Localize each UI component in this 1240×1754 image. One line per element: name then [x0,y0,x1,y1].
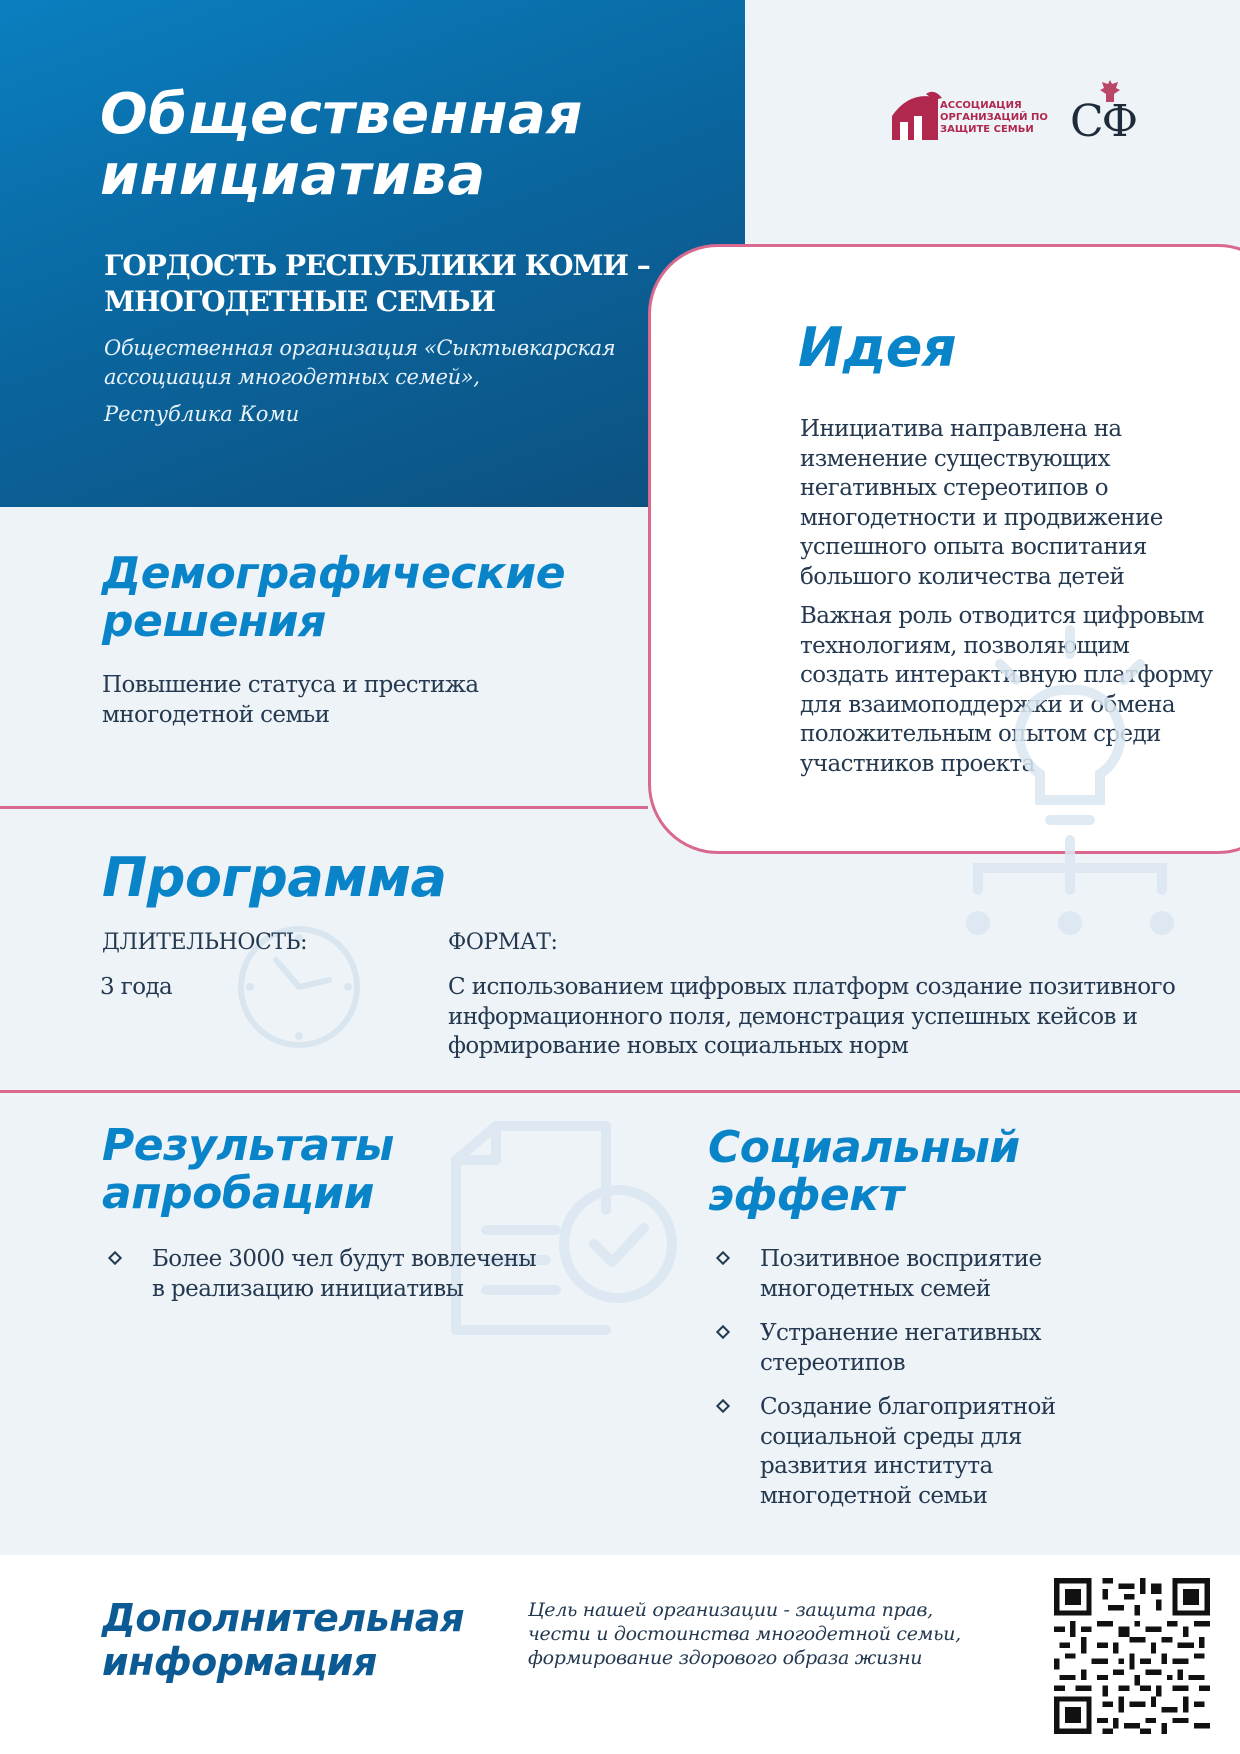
demographic-text: Повышение статуса и престижа многодетной семьи [102,672,479,728]
list-item [710,1319,1130,1378]
duration-label: ДЛИТЕЛЬНОСТЬ: [102,930,308,955]
region-name: Республика Коми [104,402,300,426]
idea-paragraph-2: Важная роль отводится цифровым технологиям, позволяющим создать интерактивную платформу для взаимоподдержки и обмена положительным опытом среди участников проекта [800,603,1213,777]
lightbulb-icon [960,620,1180,940]
section-divider [0,806,648,809]
social-effect-title: Социальный эффект [708,1122,1020,1221]
list-item [710,1245,1130,1304]
association-logo-text: АССОЦИАЦИЯ ОРГАНИЗАЦИЙ ПО ЗАЩИТЕ СЕМЬИ [940,100,1048,135]
qr-code-icon[interactable] [1054,1578,1210,1734]
list-item [710,1393,1130,1511]
results-title: Результаты апробации [102,1120,394,1219]
organization-name: Общественная организация «Сыктывкарская ассоциация многодетных семей», [104,336,616,389]
project-title: ГОРДОСТЬ РЕСПУБЛИКИ КОМИ – МНОГОДЕТНЫЕ СЕМЬИ [104,249,650,318]
results-list [102,1245,542,1316]
bullet-diamond-icon [716,1399,730,1413]
idea-title: Идея [798,316,957,379]
program-title: Программа [102,846,447,909]
list-item-text: Более 3000 чел будут вовлечены в реализацию инициативы [152,1246,537,1302]
list-item-text: Создание благоприятной социальной среды для развития института многодетной семьи [760,1394,1056,1509]
format-label: ФОРМАТ: [448,930,558,955]
bullet-diamond-icon [716,1251,730,1265]
footer-text: Цель нашей организации - защита прав, чести и достоинства многодетной семьи, формирование здорового образа жизни [528,1599,961,1669]
list-item-text: Позитивное восприятие многодетных семей [760,1246,1042,1302]
bullet-diamond-icon [716,1325,730,1339]
social-effect-list [710,1245,1130,1523]
demographic-title: Демографические решения [102,548,566,647]
idea-paragraph-1: Инициатива направлена на изменение существующих негативных стереотипов о многодетности и продвижение успешного опыта воспитания большого количества детей [800,416,1163,590]
list-item [102,1245,542,1304]
format-value: С использованием цифровых платформ создание позитивного информационного поля, демонстрация успешных кейсов и формирование новых социальных норм [448,974,1176,1059]
sf-logo: СФ [1070,96,1137,147]
footer-title: Дополнительная информация [102,1596,464,1684]
bullet-diamond-icon [108,1251,122,1265]
list-item-text: Устранение негативных стереотипов [760,1320,1041,1376]
duration-value: 3 года [100,974,173,1000]
section-divider [0,1090,1240,1093]
initiative-title: Общественная инициатива [100,82,583,208]
